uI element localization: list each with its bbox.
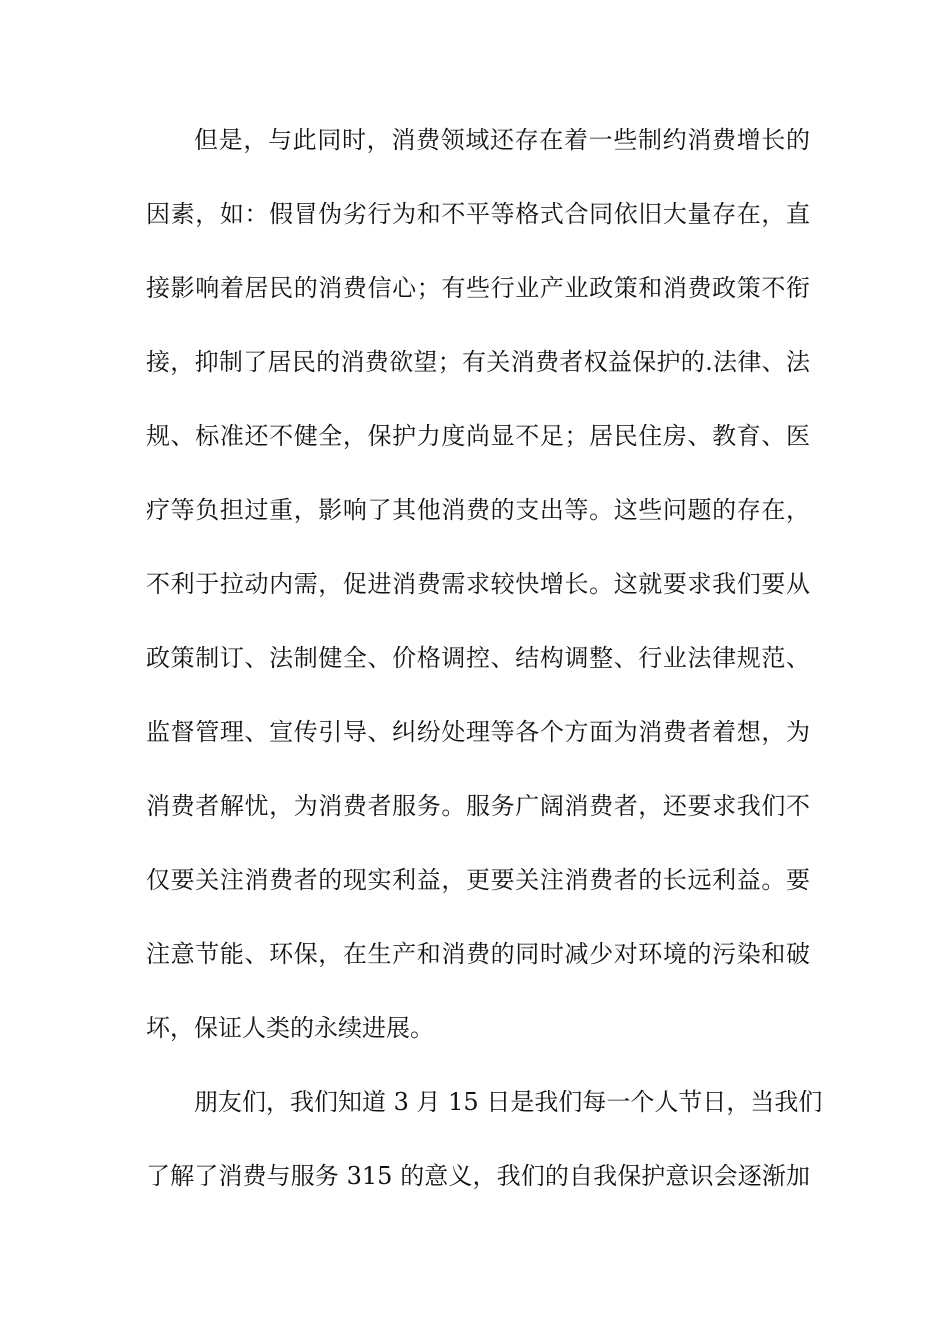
paragraph-line: 仅要关注消费者的现实利益，更要关注消费者的长远利益。要 xyxy=(146,866,810,894)
paragraph-line: 因素，如：假冒伪劣行为和不平等格式合同依旧大量存在，直 xyxy=(146,200,810,228)
paragraph-line: 接影响着居民的消费信心；有些行业产业政策和消费政策不衔 xyxy=(146,274,810,302)
paragraph-line: 朋友们，我们知道 3 月 15 日是我们每一个人节日，当我们 xyxy=(194,1088,823,1116)
paragraph-line: 规、标准还不健全，保护力度尚显不足；居民住房、教育、医 xyxy=(146,422,810,450)
paragraph-line: 政策制订、法制健全、价格调控、结构调整、行业法律规范、 xyxy=(146,644,810,672)
paragraph-2 xyxy=(146,1088,823,1190)
paragraph-line: 接，抑制了居民的消费欲望；有关消费者权益保护的.法律、法 xyxy=(146,348,810,376)
paragraph-1 xyxy=(146,128,810,1040)
paragraph-line: 但是，与此同时，消费领域还存在着一些制约消费增长的 xyxy=(194,126,810,154)
paragraph-line: 不利于拉动内需，促进消费需求较快增长。这就要求我们要从 xyxy=(146,570,810,598)
paragraph-line: 疗等负担过重，影响了其他消费的支出等。这些问题的存在， xyxy=(146,496,810,524)
paragraph-line: 监督管理、宣传引导、纠纷处理等各个方面为消费者着想，为 xyxy=(146,718,810,746)
paragraph-line: 了解了消费与服务 315 的意义，我们的自我保护意识会逐渐加 xyxy=(146,1162,810,1190)
paragraph-line: 消费者解忧，为消费者服务。服务广阔消费者，还要求我们不 xyxy=(146,792,810,820)
paragraph-line: 坏，保证人类的永续进展。 xyxy=(146,1014,434,1042)
paragraph-line: 注意节能、环保，在生产和消费的同时减少对环境的污染和破 xyxy=(146,940,810,968)
document-body xyxy=(146,126,823,1238)
